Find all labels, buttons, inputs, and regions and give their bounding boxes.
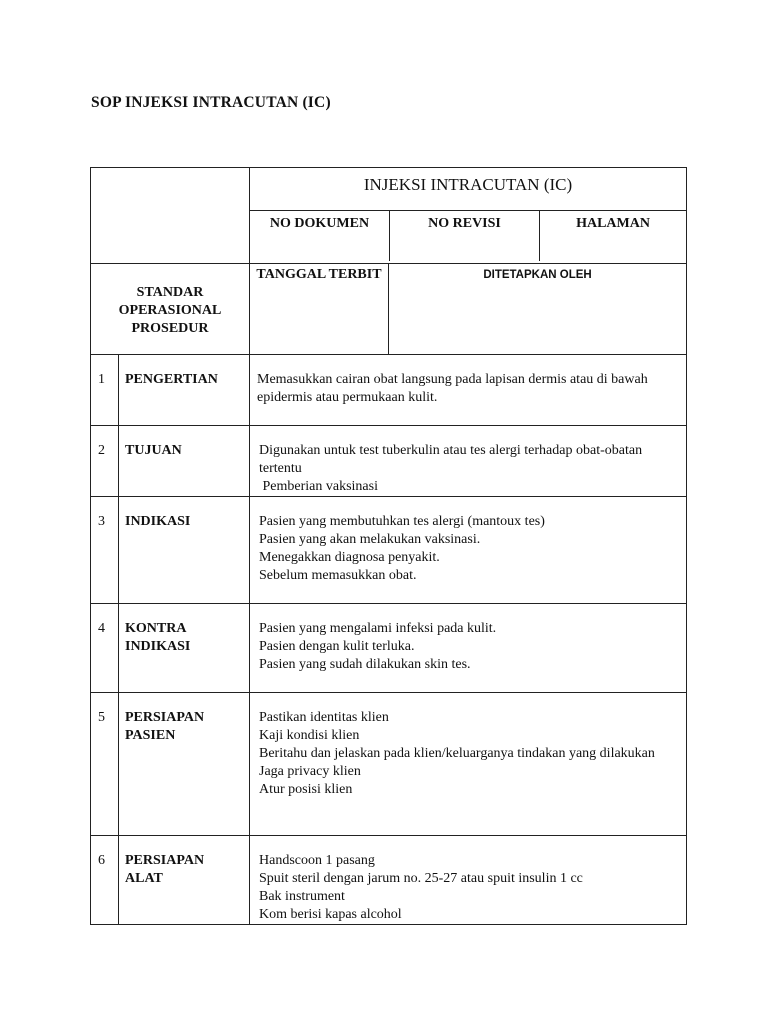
row-content — [250, 497, 687, 604]
content-line: Pastikan identitas klien — [259, 710, 389, 725]
halaman-label: HALAMAN — [576, 216, 650, 231]
row-label-line: PENGERTIAN — [125, 372, 218, 387]
row-label-line: TUJUAN — [125, 443, 182, 458]
row-label-line: PERSIAPAN — [125, 710, 205, 725]
content-line: Beritahu dan jelaskan pada klien/keluarganya tindakan yang dilakukan — [259, 746, 655, 761]
row-number: 3 — [91, 497, 119, 604]
row-number: 1 — [91, 355, 119, 426]
tanggal-terbit-label: TANGGAL TERBIT — [250, 264, 389, 355]
content-line: Menegakkan diagnosa penyakit. — [259, 550, 440, 565]
row-label — [119, 426, 250, 497]
no-dokumen-label: NO DOKUMEN — [250, 211, 390, 261]
content-line: Atur posisi klien — [259, 782, 353, 797]
row-content — [250, 693, 687, 836]
content-line: Bak instrument — [259, 889, 345, 904]
content-line: Pasien yang mengalami infeksi pada kulit. — [259, 621, 497, 636]
table-row — [91, 693, 687, 836]
sop-label-line-2: OPERASIONAL — [118, 303, 222, 318]
table-row — [91, 604, 687, 693]
no-revisi-label: NO REVISI — [390, 211, 540, 261]
content-line: Pasien yang membutuhkan tes alergi (mantoux tes) — [259, 514, 545, 529]
main-heading: INJEKSI INTRACUTAN (IC) — [250, 168, 686, 211]
row-label — [119, 497, 250, 604]
sop-label — [91, 264, 250, 355]
row-label — [119, 693, 250, 836]
table-row — [91, 355, 687, 426]
content-line: Pasien dengan kulit terluka. — [259, 639, 415, 654]
content-line: Jaga privacy klien — [259, 764, 361, 779]
content-line: Kom berisi kapas alcohol — [259, 907, 402, 922]
row-number: 2 — [91, 426, 119, 497]
row-content — [250, 355, 687, 426]
header-main — [250, 168, 687, 264]
row-content — [250, 426, 687, 497]
table-row — [91, 836, 687, 925]
row-label — [119, 355, 250, 426]
row-label — [119, 836, 250, 925]
document-title: SOP INJEKSI INTRACUTAN (IC) — [91, 94, 331, 111]
row-label-line: INDIKASI — [125, 639, 191, 654]
table-row — [91, 426, 687, 497]
row-number: 5 — [91, 693, 119, 836]
content-line: Pasien yang sudah dilakukan skin tes. — [259, 657, 471, 672]
row-content — [250, 604, 687, 693]
content-line: Pemberian vaksinasi — [259, 479, 378, 494]
row-label-line: PERSIAPAN — [125, 853, 205, 868]
content-line: Memasukkan cairan obat langsung pada lapisan dermis atau di bawah epidermis atau permukaan kulit. — [257, 372, 648, 405]
sop-label-line-3: PROSEDUR — [131, 321, 209, 336]
row-label — [119, 604, 250, 693]
content-line: Handscoon 1 pasang — [259, 853, 375, 868]
logo-cell — [91, 168, 250, 264]
content-line: Pasien yang akan melakukan vaksinasi. — [259, 532, 481, 547]
sop-label-line-1: STANDAR — [136, 285, 204, 300]
ditetapkan-oleh-label: DITETAPKAN OLEH — [389, 264, 687, 355]
row-label-line: PASIEN — [125, 728, 176, 743]
row-label-line: ALAT — [125, 871, 163, 886]
row-number: 4 — [91, 604, 119, 693]
content-line: Sebelum memasukkan obat. — [259, 568, 417, 583]
row-label-line: KONTRA — [125, 621, 187, 636]
content-line: Digunakan untuk test tuberkulin atau tes alergi terhadap obat-obatan tertentu — [259, 443, 643, 476]
content-line: Kaji kondisi klien — [259, 728, 360, 743]
row-number: 6 — [91, 836, 119, 925]
row-content — [250, 836, 687, 925]
table-row — [91, 497, 687, 604]
row-label-line: INDIKASI — [125, 514, 191, 529]
sop-table — [90, 167, 687, 925]
content-line: Spuit steril dengan jarum no. 25-27 atau spuit insulin 1 cc — [259, 871, 583, 886]
